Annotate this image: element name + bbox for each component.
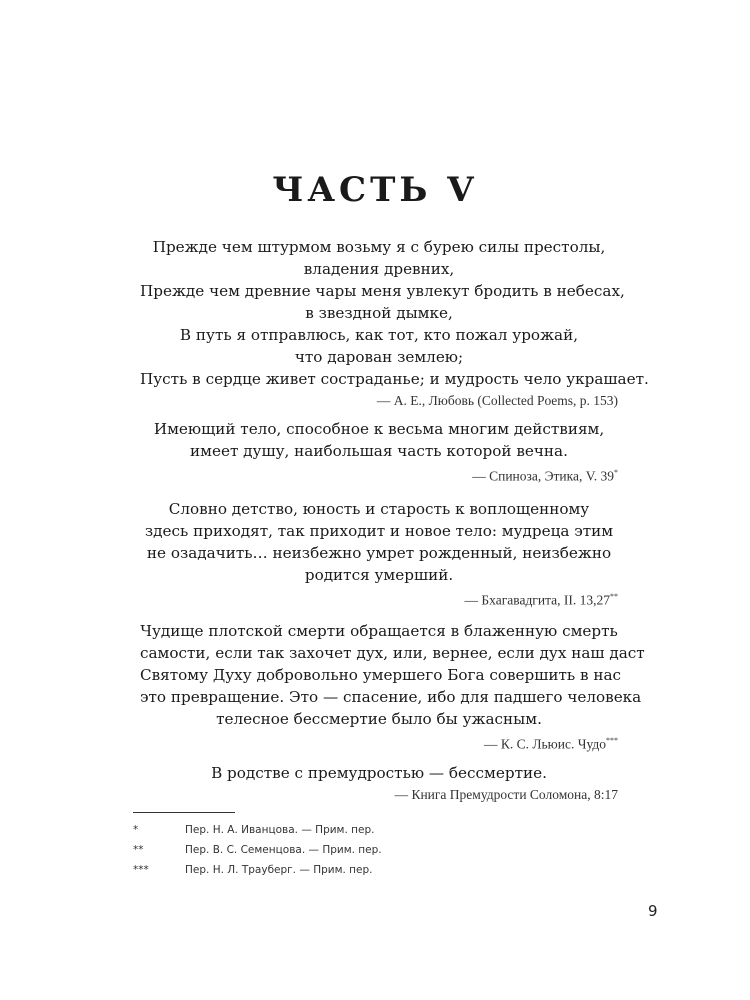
attribution-text: — Спиноза, Этика, V. 39: [472, 468, 614, 484]
footnote-mark: ***: [133, 864, 149, 876]
epigraph-line: Чудище плотской смерти обращается в блаженную смерть: [140, 622, 618, 640]
epigraph-attribution: [140, 588, 618, 610]
epigraph-attribution: [140, 732, 618, 754]
footnotes: [133, 820, 382, 880]
epigraph-lewis: [140, 620, 645, 754]
epigraph-line: Пусть в сердце живет состраданье; и мудрость чело украшает.: [140, 370, 649, 388]
footnote-text: Пер. В. С. Семенцова. — Прим. пер.: [185, 844, 382, 856]
epigraph-line: что дарован землею;: [294, 348, 464, 366]
epigraph-line: это превращение. Это — спасение, ибо для падшего человека: [140, 688, 642, 706]
epigraph-spinoza: [140, 418, 618, 486]
epigraph-line: Прежде чем древние чары меня увлекут бродить в небесах,: [140, 282, 625, 300]
epigraph-line: владения древних,: [303, 260, 455, 278]
footnote-mark: *: [614, 468, 618, 477]
attribution-text: — К. С. Льюис. Чудо: [483, 736, 606, 752]
epigraph-line: самости, если так захочет дух, или, вернее, если дух наш даст: [140, 644, 645, 662]
epigraph-line: Имеющий тело, способное к весьма многим действиям,: [153, 420, 605, 438]
footnote: [133, 820, 382, 840]
epigraph-attribution: — Книга Премудрости Соломона, 8:17: [394, 787, 618, 802]
epigraph-line: не озадачить… неизбежно умрет рожденный, неизбежно: [146, 544, 612, 562]
epigraph-line: Прежде чем штурмом возьму я с бурею силы престолы,: [152, 238, 606, 256]
footnote-mark: *: [133, 824, 139, 836]
page-number: 9: [648, 902, 658, 920]
epigraph-line: родится умерший.: [304, 566, 454, 584]
epigraph-attribution: — А. Е., Любовь (Collected Poems, p. 153): [376, 393, 618, 408]
footnote-text: Пер. Н. А. Иванцова. — Прим. пер.: [185, 824, 375, 836]
epigraph-line: здесь приходят, так приходит и новое тело: мудреца этим: [144, 522, 614, 540]
epigraph-attribution: [140, 464, 618, 486]
epigraph-line: В путь я отправлюсь, как тот, кто пожал урожай,: [179, 326, 579, 344]
footnote-mark: **: [133, 844, 144, 856]
footnote-text: Пер. Н. Л. Трауберг. — Прим. пер.: [185, 864, 373, 876]
epigraph-line: В родстве с премудростью — бессмертие.: [211, 764, 547, 782]
footnote-divider: [133, 812, 235, 813]
epigraph-line: телесное бессмертие было бы ужасным.: [216, 710, 542, 728]
epigraph-line: Святому Духу добровольно умершего Бога совершить в нас: [140, 666, 622, 684]
attribution-text: — Бхагавадгита, II. 13,27: [464, 592, 610, 608]
part-title: ЧАСТЬ V: [272, 170, 478, 210]
footnote-mark: **: [610, 592, 618, 601]
epigraph-ae: [140, 236, 649, 410]
epigraph-line: Словно детство, юность и старость к воплощенному: [168, 500, 590, 518]
footnote: [133, 840, 382, 860]
epigraph-line: в звездной дымке,: [305, 304, 453, 322]
footnote-mark: ***: [606, 736, 618, 745]
epigraph-bhagavadgita: [140, 498, 618, 610]
epigraph-line: имеет душу, наибольшая часть которой вечна.: [190, 442, 568, 460]
footnote: [133, 860, 382, 880]
epigraph-wisdom: [140, 762, 618, 804]
